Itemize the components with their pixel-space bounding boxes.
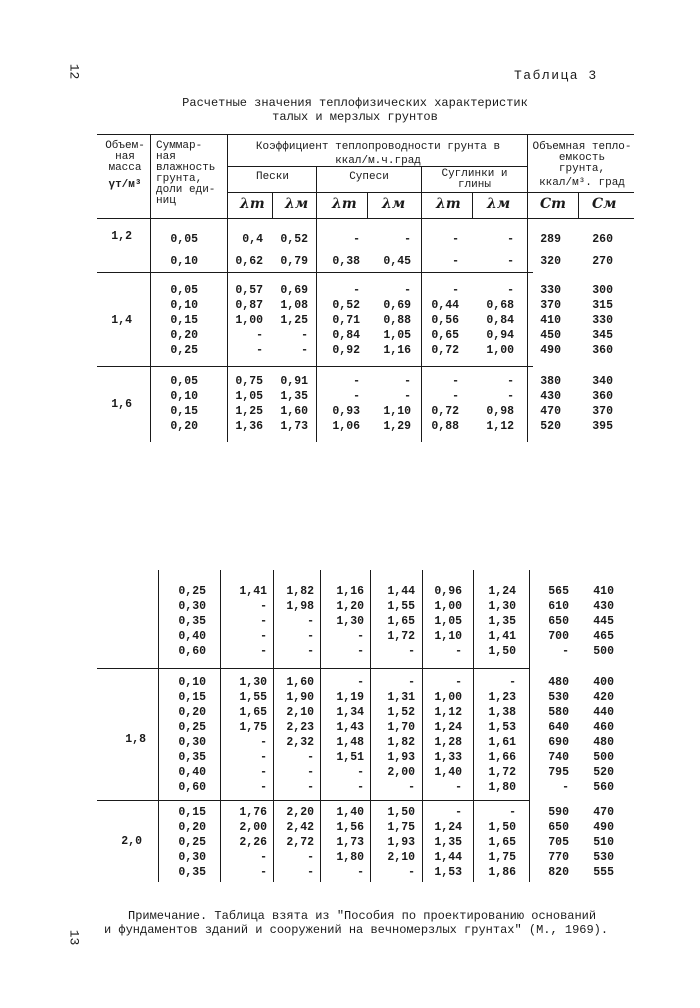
table-caption-line1: Расчетные значения теплофизических характеристик bbox=[182, 96, 528, 110]
sandy-lambda-t-column: - 0,38 bbox=[332, 233, 360, 268]
page-number-bottom: 13 bbox=[66, 929, 82, 946]
sands-lambda-m-column: 0,52 0,79 bbox=[280, 233, 308, 268]
sands-lambda-m-column: 1,60 1,90 2,10 2,23 2,32 - - - bbox=[286, 676, 314, 794]
clay-lambda-t-column: - 1,00 1,12 1,24 1,28 1,33 1,40 - bbox=[434, 676, 462, 794]
heat-capacity-t-column: 380 430 470 520 bbox=[540, 375, 561, 433]
sands-lambda-t-column: 0,57 0,87 1,00 - - bbox=[235, 284, 263, 357]
clay-lambda-m-column: - - bbox=[507, 233, 514, 268]
clay-lambda-t-column: - - 0,72 0,88 bbox=[431, 375, 459, 433]
symbol-c-t: Ст bbox=[540, 196, 566, 212]
heat-capacity-t-column: 590 650 705 770 820 bbox=[548, 806, 569, 879]
footnote-line1: Примечание. Таблица взята из "Пособия по проектированию оснований bbox=[128, 909, 597, 923]
sandy-lambda-t-column: - 1,19 1,34 1,43 1,48 1,51 - - bbox=[336, 676, 364, 794]
heat-capacity-t-column: 565 610 650 700 - bbox=[548, 585, 569, 658]
heat-capacity-t-column: 480 530 580 640 690 740 795 - bbox=[548, 676, 569, 794]
clay-lambda-t-column: - 0,44 0,56 0,65 0,72 bbox=[431, 284, 459, 357]
symbol-lambda-t-sandy: λт bbox=[332, 196, 357, 212]
sands-lambda-t-column: 1,76 2,00 2,26 - - bbox=[239, 806, 267, 879]
clay-lambda-m-column: - 0,68 0,84 0,94 1,00 bbox=[486, 284, 514, 357]
sandy-lambda-t-column: 1,16 1,20 1,30 - - bbox=[336, 585, 364, 658]
table-caption-line2: талых и мерзлых грунтов bbox=[272, 110, 438, 124]
moisture-column: 0,15 0,20 0,25 0,30 0,35 bbox=[178, 806, 206, 879]
symbol-c-m: См bbox=[592, 196, 617, 212]
clay-lambda-t-column: - - bbox=[452, 233, 459, 268]
heat-capacity-t-column: 330 370 410 450 490 bbox=[540, 284, 561, 357]
moisture-column: 0,05 0,10 bbox=[170, 233, 198, 268]
clay-lambda-m-column: - 1,50 1,65 1,75 1,86 bbox=[488, 806, 516, 879]
heat-capacity-m-column: 340 360 370 395 bbox=[592, 375, 613, 433]
heat-capacity-m-column: 300 315 330 345 360 bbox=[592, 284, 613, 357]
clay-lambda-t-column: - 1,24 1,35 1,44 1,53 bbox=[434, 806, 462, 879]
sandy-lambda-m-column: - - 1,10 1,29 bbox=[383, 375, 411, 433]
sandy-lambda-m-column: 1,50 1,75 1,93 2,10 - bbox=[387, 806, 415, 879]
sandy-lambda-t-column: 1,40 1,56 1,73 1,80 - bbox=[336, 806, 364, 879]
sands-lambda-m-column: 2,20 2,42 2,72 - - bbox=[286, 806, 314, 879]
bulk-density-value: 1,2 bbox=[111, 230, 132, 243]
symbol-lambda-m-clay: λм bbox=[487, 196, 511, 212]
moisture-column: 0,10 0,15 0,20 0,25 0,30 0,35 0,40 0,60 bbox=[178, 676, 206, 794]
sands-lambda-m-column: 0,91 1,35 1,60 1,73 bbox=[280, 375, 308, 433]
sandy-lambda-m-column: 1,44 1,55 1,65 1,72 - bbox=[387, 585, 415, 658]
clay-lambda-m-column: 1,24 1,30 1,35 1,41 1,50 bbox=[488, 585, 516, 658]
table-footnote bbox=[104, 909, 664, 937]
sands-lambda-t-column: 0,75 1,05 1,25 1,36 bbox=[235, 375, 263, 433]
sands-lambda-t-column: 0,4 0,62 bbox=[235, 233, 263, 268]
header-bulk-density: Объем- ная масса γт/м³ bbox=[105, 140, 145, 191]
symbol-lambda-t-sands: λт bbox=[240, 196, 265, 212]
page-number-top: 12 bbox=[66, 63, 82, 80]
header-sandy-loams: Супеси bbox=[349, 171, 389, 183]
symbol-lambda-m-sands: λм bbox=[285, 196, 309, 212]
heat-capacity-m-column: 410 430 445 465 500 bbox=[593, 585, 614, 658]
heat-capacity-m-column: 260 270 bbox=[592, 233, 613, 268]
sandy-lambda-m-column: - 1,31 1,52 1,70 1,82 1,93 2,00 - bbox=[387, 676, 415, 794]
clay-lambda-m-column: - 1,23 1,38 1,53 1,61 1,66 1,72 1,80 bbox=[488, 676, 516, 794]
header-conductivity-title: Коэффициент теплопроводности грунта в ккал/м.ч.град bbox=[255, 141, 501, 167]
sandy-lambda-t-column: - 0,52 0,71 0,84 0,92 bbox=[332, 284, 360, 357]
bulk-density-value: 1,6 bbox=[111, 398, 132, 411]
symbol-lambda-t-clay: λт bbox=[436, 196, 461, 212]
sands-lambda-m-column: 0,69 1,08 1,25 - - bbox=[280, 284, 308, 357]
footnote-line2: и фундаментов зданий и сооружений на вечномерзлых грунтах" (М., 1969). bbox=[104, 923, 609, 937]
header-sands: Пески bbox=[255, 171, 289, 183]
symbol-lambda-m-sandy: λм bbox=[382, 196, 406, 212]
sandy-lambda-m-column: - 0,69 0,88 1,05 1,16 bbox=[383, 284, 411, 357]
sands-lambda-t-column: 1,30 1,55 1,65 1,75 - - - - bbox=[239, 676, 267, 794]
heat-capacity-m-column: 400 420 440 460 480 500 520 560 bbox=[593, 676, 614, 794]
header-heat-capacity: Объемная тепло- емкость грунта, ккал/м³. град bbox=[532, 141, 632, 189]
sandy-lambda-t-column: - - 0,93 1,06 bbox=[332, 375, 360, 433]
bulk-density-value: 1,4 bbox=[111, 314, 132, 327]
moisture-column: 0,05 0,10 0,15 0,20 bbox=[170, 375, 198, 433]
bulk-density-value: 2,0 bbox=[121, 835, 142, 848]
bulk-density-value: 1,8 bbox=[125, 733, 146, 746]
table-label: Таблица 3 bbox=[514, 68, 598, 83]
sandy-lambda-m-column: - 0,45 bbox=[383, 233, 411, 268]
clay-lambda-t-column: 0,96 1,00 1,05 1,10 - bbox=[434, 585, 462, 658]
header-loams-clays: Суглинки и глины bbox=[441, 168, 508, 191]
sands-lambda-t-column: 1,41 - - - - bbox=[239, 585, 267, 658]
header-moisture: Суммар- ная влажность грунта, доли еди- ниц bbox=[156, 140, 216, 207]
heat-capacity-t-column: 289 320 bbox=[540, 233, 561, 268]
clay-lambda-m-column: - - 0,98 1,12 bbox=[486, 375, 514, 433]
moisture-column: 0,25 0,30 0,35 0,40 0,60 bbox=[178, 585, 206, 658]
heat-capacity-m-column: 470 490 510 530 555 bbox=[593, 806, 614, 879]
moisture-column: 0,05 0,10 0,15 0,20 0,25 bbox=[170, 284, 198, 357]
sands-lambda-m-column: 1,82 1,98 - - - bbox=[286, 585, 314, 658]
